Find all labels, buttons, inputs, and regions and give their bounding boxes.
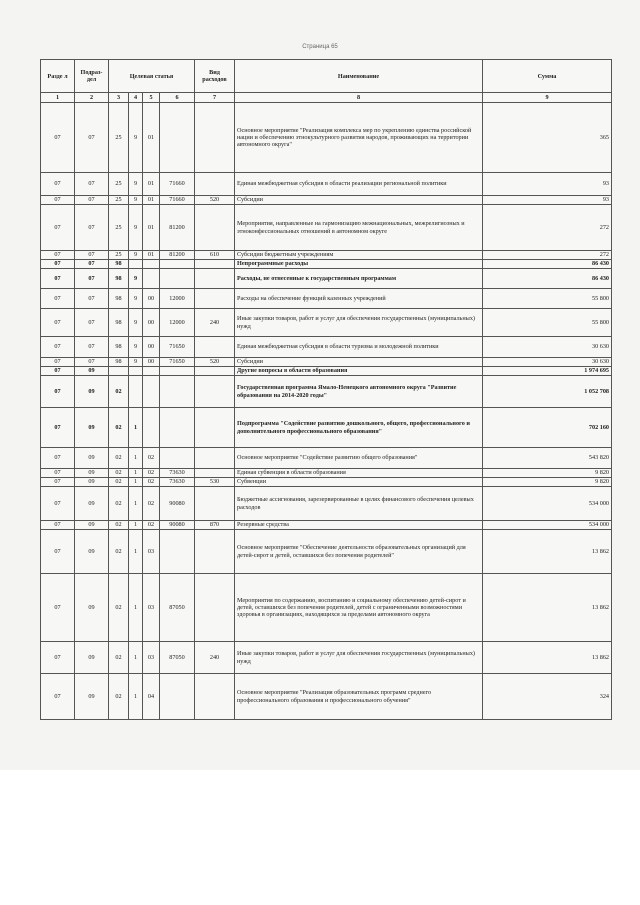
event-code-cell: 02 bbox=[143, 521, 160, 530]
program-code-cell: 02 bbox=[109, 469, 129, 478]
program-code-cell: 25 bbox=[109, 251, 129, 260]
table-row bbox=[41, 487, 612, 521]
vid-raskhodov-cell bbox=[195, 448, 235, 469]
direction-code-cell bbox=[160, 376, 195, 408]
event-code-cell: 01 bbox=[143, 103, 160, 173]
event-code-cell: 01 bbox=[143, 196, 160, 205]
table-row bbox=[41, 574, 612, 642]
naimenovanie-cell: Субсидии bbox=[235, 358, 483, 367]
vid-raskhodov-cell: 520 bbox=[195, 196, 235, 205]
podrazdel-cell: 09 bbox=[75, 376, 109, 408]
razdel-cell: 07 bbox=[41, 408, 75, 448]
subprogram-code-cell: 9 bbox=[129, 337, 143, 358]
summa-cell: 13 862 bbox=[483, 530, 612, 574]
table-row bbox=[41, 269, 612, 289]
naimenovanie-cell: Основное мероприятие "Обеспечение деятельности образовательных организаций для детей-сирот и детей, оставшихся без попечения родителей" bbox=[235, 530, 483, 574]
razdel-cell: 07 bbox=[41, 530, 75, 574]
naimenovanie-cell: Субсидии бюджетным учреждениям bbox=[235, 251, 483, 260]
naimenovanie-cell: Непрограммные расходы bbox=[235, 260, 483, 269]
summa-cell: 86 430 bbox=[483, 260, 612, 269]
razdel-cell: 07 bbox=[41, 674, 75, 720]
summa-cell: 30 630 bbox=[483, 358, 612, 367]
podrazdel-cell: 07 bbox=[75, 337, 109, 358]
summa-cell: 1 974 695 bbox=[483, 367, 612, 376]
podrazdel-cell: 09 bbox=[75, 521, 109, 530]
table-row bbox=[41, 376, 612, 408]
podrazdel-cell: 09 bbox=[75, 642, 109, 674]
event-code-cell: 00 bbox=[143, 309, 160, 337]
header-summa: Сумма bbox=[483, 60, 612, 93]
event-code-cell: 04 bbox=[143, 674, 160, 720]
table-body bbox=[41, 103, 612, 720]
column-number: 5 bbox=[143, 93, 160, 103]
table-row bbox=[41, 408, 612, 448]
subprogram-code-cell bbox=[129, 376, 143, 408]
vid-raskhodov-cell bbox=[195, 289, 235, 309]
naimenovanie-cell: Основное мероприятие "Содействие развитию общего образования" bbox=[235, 448, 483, 469]
program-code-cell: 98 bbox=[109, 260, 129, 269]
table-row bbox=[41, 469, 612, 478]
event-code-cell bbox=[143, 367, 160, 376]
summa-cell: 534 000 bbox=[483, 487, 612, 521]
naimenovanie-cell: Иные закупки товаров, работ и услуг для обеспечения государственных (муниципальных) нужд bbox=[235, 309, 483, 337]
vid-raskhodov-cell bbox=[195, 469, 235, 478]
event-code-cell: 02 bbox=[143, 469, 160, 478]
razdel-cell: 07 bbox=[41, 376, 75, 408]
summa-cell: 55 800 bbox=[483, 309, 612, 337]
direction-code-cell: 71650 bbox=[160, 337, 195, 358]
direction-code-cell bbox=[160, 367, 195, 376]
podrazdel-cell: 09 bbox=[75, 367, 109, 376]
direction-code-cell bbox=[160, 260, 195, 269]
table-row bbox=[41, 674, 612, 720]
event-code-cell: 00 bbox=[143, 289, 160, 309]
table-row bbox=[41, 103, 612, 173]
vid-raskhodov-cell bbox=[195, 574, 235, 642]
subprogram-code-cell: 1 bbox=[129, 574, 143, 642]
razdel-cell: 07 bbox=[41, 103, 75, 173]
podrazdel-cell: 07 bbox=[75, 269, 109, 289]
vid-raskhodov-cell: 240 bbox=[195, 642, 235, 674]
podrazdel-cell: 07 bbox=[75, 103, 109, 173]
direction-code-cell: 73630 bbox=[160, 469, 195, 478]
razdel-cell: 07 bbox=[41, 521, 75, 530]
razdel-cell: 07 bbox=[41, 367, 75, 376]
razdel-cell: 07 bbox=[41, 358, 75, 367]
header-razdel: Разде л bbox=[41, 60, 75, 93]
table-row bbox=[41, 289, 612, 309]
direction-code-cell: 71650 bbox=[160, 358, 195, 367]
direction-code-cell: 12000 bbox=[160, 309, 195, 337]
program-code-cell: 25 bbox=[109, 173, 129, 196]
podrazdel-cell: 09 bbox=[75, 674, 109, 720]
program-code-cell: 25 bbox=[109, 196, 129, 205]
naimenovanie-cell: Мероприятия, направленные на гармонизацию межнациональных, межрелигиозных и этноконфессиональных отношений в автономном округе bbox=[235, 205, 483, 251]
direction-code-cell: 12000 bbox=[160, 289, 195, 309]
direction-code-cell: 81200 bbox=[160, 251, 195, 260]
subprogram-code-cell: 9 bbox=[129, 269, 143, 289]
direction-code-cell: 81200 bbox=[160, 205, 195, 251]
table-row bbox=[41, 173, 612, 196]
podrazdel-cell: 09 bbox=[75, 487, 109, 521]
program-code-cell: 25 bbox=[109, 205, 129, 251]
program-code-cell: 02 bbox=[109, 642, 129, 674]
event-code-cell: 02 bbox=[143, 487, 160, 521]
naimenovanie-cell: Субвенции bbox=[235, 478, 483, 487]
event-code-cell: 00 bbox=[143, 358, 160, 367]
program-code-cell: 02 bbox=[109, 487, 129, 521]
table-row bbox=[41, 521, 612, 530]
table-row bbox=[41, 260, 612, 269]
vid-raskhodov-cell: 870 bbox=[195, 521, 235, 530]
razdel-cell: 07 bbox=[41, 448, 75, 469]
table-row bbox=[41, 337, 612, 358]
direction-code-cell: 73630 bbox=[160, 478, 195, 487]
podrazdel-cell: 09 bbox=[75, 530, 109, 574]
subprogram-code-cell: 1 bbox=[129, 487, 143, 521]
summa-cell: 13 862 bbox=[483, 642, 612, 674]
event-code-cell bbox=[143, 408, 160, 448]
vid-raskhodov-cell bbox=[195, 408, 235, 448]
summa-cell: 55 800 bbox=[483, 289, 612, 309]
vid-raskhodov-cell bbox=[195, 530, 235, 574]
summa-cell: 93 bbox=[483, 196, 612, 205]
header-podrazdel: Подраз- дел bbox=[75, 60, 109, 93]
program-code-cell: 98 bbox=[109, 358, 129, 367]
summa-cell: 13 862 bbox=[483, 574, 612, 642]
razdel-cell: 07 bbox=[41, 487, 75, 521]
subprogram-code-cell: 9 bbox=[129, 309, 143, 337]
naimenovanie-cell: Единая межбюджетная субсидия в области туризма и молодежной политики bbox=[235, 337, 483, 358]
podrazdel-cell: 07 bbox=[75, 289, 109, 309]
program-code-cell: 98 bbox=[109, 289, 129, 309]
program-code-cell bbox=[109, 367, 129, 376]
summa-cell: 272 bbox=[483, 251, 612, 260]
razdel-cell: 07 bbox=[41, 196, 75, 205]
podrazdel-cell: 09 bbox=[75, 574, 109, 642]
column-number: 2 bbox=[75, 93, 109, 103]
column-number-row bbox=[41, 93, 612, 103]
table-row bbox=[41, 309, 612, 337]
naimenovanie-cell: Основное мероприятие "Реализация образовательных программ среднего профессионального образования и профессионального обучения" bbox=[235, 674, 483, 720]
summa-cell: 30 630 bbox=[483, 337, 612, 358]
naimenovanie-cell: Государственная программа Ямало-Ненецкого автономного округа "Развитие образования на 2014-2020 годы" bbox=[235, 376, 483, 408]
program-code-cell: 25 bbox=[109, 103, 129, 173]
subprogram-code-cell: 1 bbox=[129, 521, 143, 530]
event-code-cell: 01 bbox=[143, 205, 160, 251]
direction-code-cell: 71660 bbox=[160, 196, 195, 205]
column-number: 7 bbox=[195, 93, 235, 103]
subprogram-code-cell: 1 bbox=[129, 448, 143, 469]
naimenovanie-cell: Основное мероприятие "Реализация комплекса мер по укреплению единства российской нации и обеспечению этнокультурного развития народов, проживающих на территории автономного округа" bbox=[235, 103, 483, 173]
vid-raskhodov-cell bbox=[195, 337, 235, 358]
subprogram-code-cell: 1 bbox=[129, 530, 143, 574]
razdel-cell: 07 bbox=[41, 642, 75, 674]
summa-cell: 9 820 bbox=[483, 469, 612, 478]
podrazdel-cell: 09 bbox=[75, 408, 109, 448]
page-number: Страница 65 bbox=[302, 44, 338, 50]
program-code-cell: 02 bbox=[109, 674, 129, 720]
column-number: 9 bbox=[483, 93, 612, 103]
podrazdel-cell: 09 bbox=[75, 469, 109, 478]
table-row bbox=[41, 642, 612, 674]
summa-cell: 324 bbox=[483, 674, 612, 720]
razdel-cell: 07 bbox=[41, 574, 75, 642]
event-code-cell: 03 bbox=[143, 642, 160, 674]
direction-code-cell: 87050 bbox=[160, 574, 195, 642]
direction-code-cell bbox=[160, 103, 195, 173]
razdel-cell: 07 bbox=[41, 478, 75, 487]
program-code-cell: 02 bbox=[109, 448, 129, 469]
header-row bbox=[41, 60, 612, 93]
program-code-cell: 98 bbox=[109, 309, 129, 337]
podrazdel-cell: 09 bbox=[75, 448, 109, 469]
vid-raskhodov-cell bbox=[195, 269, 235, 289]
summa-cell: 93 bbox=[483, 173, 612, 196]
event-code-cell bbox=[143, 260, 160, 269]
table-row bbox=[41, 358, 612, 367]
program-code-cell: 02 bbox=[109, 478, 129, 487]
summa-cell: 543 820 bbox=[483, 448, 612, 469]
naimenovanie-cell: Расходы на обеспечение функций казенных учреждений bbox=[235, 289, 483, 309]
summa-cell: 86 430 bbox=[483, 269, 612, 289]
program-code-cell: 02 bbox=[109, 530, 129, 574]
subprogram-code-cell: 1 bbox=[129, 642, 143, 674]
header-naimenovanie: Наименование bbox=[235, 60, 483, 93]
direction-code-cell bbox=[160, 408, 195, 448]
subprogram-code-cell: 9 bbox=[129, 358, 143, 367]
podrazdel-cell: 07 bbox=[75, 173, 109, 196]
event-code-cell: 00 bbox=[143, 337, 160, 358]
program-code-cell: 02 bbox=[109, 408, 129, 448]
direction-code-cell bbox=[160, 269, 195, 289]
program-code-cell: 98 bbox=[109, 337, 129, 358]
subprogram-code-cell: 9 bbox=[129, 103, 143, 173]
summa-cell: 9 820 bbox=[483, 478, 612, 487]
podrazdel-cell: 09 bbox=[75, 478, 109, 487]
vid-raskhodov-cell bbox=[195, 260, 235, 269]
razdel-cell: 07 bbox=[41, 205, 75, 251]
subprogram-code-cell: 9 bbox=[129, 173, 143, 196]
vid-raskhodov-cell bbox=[195, 376, 235, 408]
naimenovanie-cell: Субсидии bbox=[235, 196, 483, 205]
subprogram-code-cell: 1 bbox=[129, 408, 143, 448]
subprogram-code-cell: 9 bbox=[129, 289, 143, 309]
podrazdel-cell: 07 bbox=[75, 196, 109, 205]
table-row bbox=[41, 530, 612, 574]
column-number: 1 bbox=[41, 93, 75, 103]
column-number: 3 bbox=[109, 93, 129, 103]
program-code-cell: 02 bbox=[109, 574, 129, 642]
direction-code-cell: 87050 bbox=[160, 642, 195, 674]
column-number: 6 bbox=[160, 93, 195, 103]
event-code-cell: 02 bbox=[143, 478, 160, 487]
summa-cell: 272 bbox=[483, 205, 612, 251]
direction-code-cell bbox=[160, 674, 195, 720]
subprogram-code-cell: 1 bbox=[129, 674, 143, 720]
podrazdel-cell: 07 bbox=[75, 309, 109, 337]
program-code-cell: 98 bbox=[109, 269, 129, 289]
subprogram-code-cell: 9 bbox=[129, 251, 143, 260]
table-row bbox=[41, 196, 612, 205]
podrazdel-cell: 07 bbox=[75, 205, 109, 251]
razdel-cell: 07 bbox=[41, 337, 75, 358]
subprogram-code-cell: 1 bbox=[129, 469, 143, 478]
vid-raskhodov-cell bbox=[195, 367, 235, 376]
summa-cell: 365 bbox=[483, 103, 612, 173]
razdel-cell: 07 bbox=[41, 260, 75, 269]
subprogram-code-cell: 1 bbox=[129, 478, 143, 487]
program-code-cell: 02 bbox=[109, 376, 129, 408]
vid-raskhodov-cell bbox=[195, 173, 235, 196]
table-row bbox=[41, 448, 612, 469]
naimenovanie-cell: Другие вопросы в области образования bbox=[235, 367, 483, 376]
subprogram-code-cell: 9 bbox=[129, 196, 143, 205]
header-vid-raskhodov: Вид расходов bbox=[195, 60, 235, 93]
naimenovanie-cell: Иные закупки товаров, работ и услуг для обеспечения государственных (муниципальных) нужд bbox=[235, 642, 483, 674]
vid-raskhodov-cell: 530 bbox=[195, 478, 235, 487]
event-code-cell bbox=[143, 269, 160, 289]
razdel-cell: 07 bbox=[41, 309, 75, 337]
razdel-cell: 07 bbox=[41, 289, 75, 309]
vid-raskhodov-cell: 520 bbox=[195, 358, 235, 367]
summa-cell: 534 000 bbox=[483, 521, 612, 530]
naimenovanie-cell: Резервные средства bbox=[235, 521, 483, 530]
budget-table bbox=[40, 59, 612, 720]
vid-raskhodov-cell bbox=[195, 103, 235, 173]
column-number: 4 bbox=[129, 93, 143, 103]
event-code-cell: 03 bbox=[143, 530, 160, 574]
naimenovanie-cell: Мероприятия по содержанию, воспитанию и социальному обеспечению детей-сирот и детей, оставшихся без попечения родителей, детей с ограниченными возможностями здоровья в организациях, находящихся за пределами автономного округа bbox=[235, 574, 483, 642]
direction-code-cell bbox=[160, 448, 195, 469]
razdel-cell: 07 bbox=[41, 251, 75, 260]
razdel-cell: 07 bbox=[41, 469, 75, 478]
podrazdel-cell: 07 bbox=[75, 251, 109, 260]
column-number: 8 bbox=[235, 93, 483, 103]
direction-code-cell: 90080 bbox=[160, 487, 195, 521]
event-code-cell: 02 bbox=[143, 448, 160, 469]
naimenovanie-cell: Единая субвенция в области образования bbox=[235, 469, 483, 478]
event-code-cell: 01 bbox=[143, 173, 160, 196]
vid-raskhodov-cell bbox=[195, 487, 235, 521]
naimenovanie-cell: Подпрограмма "Содействие развитию дошкольного, общего, профессионального и дополнительного профессионального образования" bbox=[235, 408, 483, 448]
table-row bbox=[41, 251, 612, 260]
table-row bbox=[41, 478, 612, 487]
podrazdel-cell: 07 bbox=[75, 358, 109, 367]
vid-raskhodov-cell bbox=[195, 205, 235, 251]
direction-code-cell: 71660 bbox=[160, 173, 195, 196]
vid-raskhodov-cell bbox=[195, 674, 235, 720]
subprogram-code-cell bbox=[129, 367, 143, 376]
vid-raskhodov-cell: 240 bbox=[195, 309, 235, 337]
event-code-cell bbox=[143, 376, 160, 408]
table-row bbox=[41, 367, 612, 376]
direction-code-cell: 90080 bbox=[160, 521, 195, 530]
vid-raskhodov-cell: 610 bbox=[195, 251, 235, 260]
razdel-cell: 07 bbox=[41, 173, 75, 196]
naimenovanie-cell: Бюджетные ассигнования, зарезервированные в целях финансового обеспечения целевых расходов bbox=[235, 487, 483, 521]
event-code-cell: 03 bbox=[143, 574, 160, 642]
subprogram-code-cell: 9 bbox=[129, 205, 143, 251]
podrazdel-cell: 07 bbox=[75, 260, 109, 269]
summa-cell: 702 160 bbox=[483, 408, 612, 448]
subprogram-code-cell bbox=[129, 260, 143, 269]
naimenovanie-cell: Единая межбюджетная субсидия в области реализации региональной политики bbox=[235, 173, 483, 196]
program-code-cell: 02 bbox=[109, 521, 129, 530]
direction-code-cell bbox=[160, 530, 195, 574]
event-code-cell: 01 bbox=[143, 251, 160, 260]
table-row bbox=[41, 205, 612, 251]
naimenovanie-cell: Расходы, не отнесенные к государственным программам bbox=[235, 269, 483, 289]
header-celevaya-statya: Целевая статья bbox=[109, 60, 195, 93]
summa-cell: 1 052 708 bbox=[483, 376, 612, 408]
razdel-cell: 07 bbox=[41, 269, 75, 289]
